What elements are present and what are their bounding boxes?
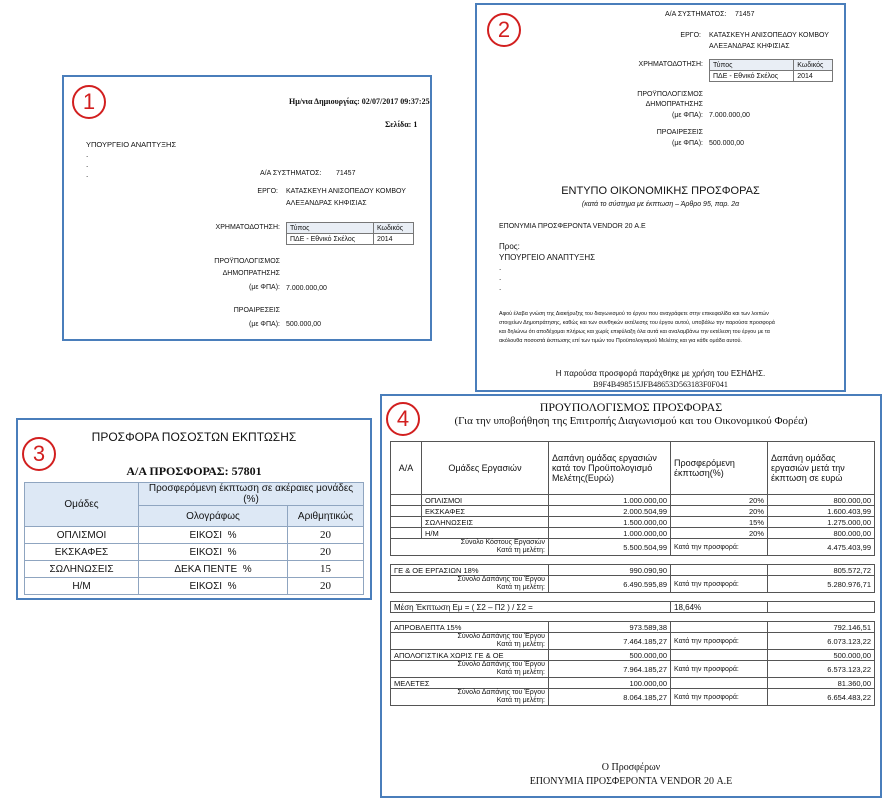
unforeseen-row: [391, 622, 875, 633]
dot-line: .: [86, 160, 89, 169]
project-line: ΑΛΕΞΑΝΔΡΑΣ ΚΗΦΙΣΙΑΣ: [709, 43, 790, 50]
group-name: ΟΠΛΙΣΜΟΙ: [25, 527, 139, 544]
offer-hash: B9F4B498515JFB48653D563183F0F041: [593, 380, 728, 389]
works-total-label: [391, 539, 549, 556]
table-row: [25, 527, 364, 544]
discount-words: [139, 527, 288, 544]
study-cost: 1.000.000,00: [549, 528, 671, 539]
recipient-ministry: ΥΠΟΥΡΓΕΙΟ ΑΝΑΠΤΥΞΗΣ: [499, 253, 596, 262]
unforeseen-study: 973.589,38: [549, 622, 671, 633]
project-total-label: [391, 633, 549, 650]
step-badge-1: 1: [72, 85, 106, 119]
discount-number: 20: [288, 544, 364, 561]
project-total-offer: 6.073.123,22: [768, 633, 875, 650]
percent-sign: %: [227, 546, 237, 558]
offer-label: Κατά την προσφορά:: [671, 689, 768, 706]
project-total-row: [391, 689, 875, 706]
funding-label: ΧΡΗΜΑΤΟΔΟΤΗΣΗ:: [215, 224, 280, 231]
studies-study: 100.000,00: [549, 678, 671, 689]
step-badge-3: 3: [22, 437, 56, 471]
dot-line: .: [499, 273, 502, 282]
funding-code: 2014: [794, 71, 833, 82]
dot-line: .: [86, 170, 89, 179]
cost-after: 1.275.000,00: [768, 517, 875, 528]
discount-number: 20: [288, 578, 364, 595]
study-label: Κατά τη μελέτη:: [496, 697, 545, 704]
options-value: 500.000,00: [286, 321, 322, 328]
group-name: ΕΚΣΚΑΦΕΣ: [422, 506, 549, 517]
recipient-label: Προς:: [499, 242, 520, 251]
table-row: [391, 495, 875, 506]
body-line: ακόλουθα ποσοστά έκπτωσης επί των τιμών του Προϋπολογισμού Μελέτης και για κάθε ομάδα αυτού.: [499, 338, 742, 344]
group-name: ΣΩΛΗΝΩΣΕΙΣ: [422, 517, 549, 528]
document-preview-2: [475, 3, 846, 392]
table-row: [25, 561, 364, 578]
system-value: 71457: [336, 170, 356, 177]
col-cost-after: Δαπάνη ομάδας εργασιών μετά την έκπτωση σε ευρώ: [768, 442, 875, 495]
accounting-study: 500.000,00: [549, 650, 671, 661]
works-total-l1: Σύνολο Κόστους Εργασιών: [460, 539, 545, 546]
funding-table: [709, 59, 833, 82]
offer-label: Κατά την προσφορά:: [671, 661, 768, 678]
budget-label: ΔΗΜΟΠΡΑΤΗΣΗΣ: [222, 270, 280, 277]
funding-type: ΠΔΕ - Εθνικό Σκέλος: [287, 234, 374, 245]
funding-header: Κωδικός: [794, 60, 833, 71]
study-cost: 2.000.504,99: [549, 506, 671, 517]
works-total-row: [391, 539, 875, 556]
project-line: ΚΑΤΑΣΚΕΥΗ ΑΝΙΣΟΠΕΔΟΥ ΚΟΜΒΟΥ: [286, 188, 406, 195]
cost-after: 1.600.403,99: [768, 506, 875, 517]
options-value: 500.000,00: [709, 140, 745, 147]
words-text: ΕΙΚΟΣΙ: [189, 546, 223, 558]
words-text: ΔΕΚΑ ΠΕΝΤΕ: [174, 563, 238, 575]
project-total-label: [391, 576, 549, 593]
study-cost: 1.500.000,00: [549, 517, 671, 528]
unforeseen-label: ΑΠΡΟΒΛΕΠΤΑ 15%: [391, 622, 549, 633]
project-total-l1: Σύνολο Δαπάνης του Έργου: [457, 576, 545, 583]
ge-oe-row: [391, 565, 875, 576]
project-total-row: [391, 576, 875, 593]
created-date: Ημ/νια Δημιουργίας: 02/07/2017 09:37:25: [289, 97, 430, 106]
funding-header: Τύπος: [287, 223, 374, 234]
dot-line: .: [86, 150, 89, 159]
study-label: Κατά τη μελέτη:: [496, 584, 545, 591]
percent-sign: %: [227, 580, 237, 592]
discount: 15%: [671, 517, 768, 528]
studies-row: [391, 678, 875, 689]
esidis-note: Η παρούσα προσφορά παράχθηκε με χρήση του ΕΣΗΔΗΣ.: [555, 369, 766, 378]
works-total-study: 5.500.504,99: [549, 539, 671, 556]
table-row: [25, 578, 364, 595]
project-total-l1: Σύνολο Δαπάνης του Έργου: [457, 633, 545, 640]
discount-offer-panel: [16, 418, 372, 600]
studies-label: ΜΕΛΕΤΕΣ: [391, 678, 549, 689]
project-total-study: 7.464.185,27: [549, 633, 671, 650]
group-name: ΣΩΛΗΝΩΣΕΙΣ: [25, 561, 139, 578]
project-total-row: [391, 661, 875, 678]
budget-table: [390, 441, 875, 706]
study-cost: 1.000.000,00: [549, 495, 671, 506]
project-total-l1: Σύνολο Δαπάνης του Έργου: [457, 661, 545, 668]
discount-words: [139, 544, 288, 561]
signer-name: ΕΠΟΝΥΜΙΑ ΠΡΟΣΦΕΡΟΝΤΑ VENDOR 20 Α.Ε: [529, 776, 733, 787]
col-numeric: Αριθμητικώς: [288, 506, 364, 527]
offer-number: Α/Α ΠΡΟΣΦΟΡΑΣ: 57801: [126, 464, 262, 478]
funding-table: [286, 222, 414, 245]
study-label: Κατά τη μελέτη:: [496, 669, 545, 676]
average-discount-row: [391, 602, 875, 613]
accounting-row: [391, 650, 875, 661]
discount-words: [139, 578, 288, 595]
discount-words: [139, 561, 288, 578]
discount: 20%: [671, 506, 768, 517]
project-total-study: 7.964.185,27: [549, 661, 671, 678]
budget-label: (με ΦΠΑ):: [671, 112, 703, 119]
project-line: ΑΛΕΞΑΝΔΡΑΣ ΚΗΦΙΣΙΑΣ: [286, 200, 367, 207]
offer-label: Κατά την προσφορά:: [671, 633, 768, 650]
percent-sign: %: [242, 563, 252, 575]
study-label: Κατά τη μελέτη:: [496, 641, 545, 648]
body-line: στοιχείων Δημοπράτησης, καθώς και των συνθηκών εκτέλεσης του έργου αυτού, υποβάλω την παρούσα προσφορά: [499, 320, 775, 326]
accounting-offer: 500.000,00: [768, 650, 875, 661]
works-total-offer: 4.475.403,99: [768, 539, 875, 556]
page-number: Σελίδα: 1: [385, 120, 418, 129]
ge-oe-study: 990.090,90: [549, 565, 671, 576]
discount-number: 15: [288, 561, 364, 578]
system-value: 71457: [735, 11, 755, 18]
accounting-label: ΑΠΟΛΟΓΙΣΤΙΚΑ ΧΩΡΙΣ ΓΕ & ΟΕ: [391, 650, 549, 661]
cost-after: 800.000,00: [768, 528, 875, 539]
budget-value: 7.000.000,00: [286, 285, 327, 292]
offer-label: Κατά την προσφορά:: [671, 576, 768, 593]
discount-number: 20: [288, 527, 364, 544]
words-text: ΕΙΚΟΣΙ: [189, 529, 223, 541]
budget-subtitle: (Για την υποβοήθηση της Επιτροπής Διαγωνισμού και του Οικονομικού Φορέα): [454, 415, 808, 427]
funding-header: Κωδικός: [373, 223, 413, 234]
project-label: ΕΡΓΟ:: [257, 188, 278, 195]
project-total-label: [391, 661, 549, 678]
col-offered: Προσφερόμενη έκπτωση σε ακέραιες μονάδες (%): [139, 483, 364, 506]
dot-line: .: [499, 283, 502, 292]
budget-offer-panel: [380, 394, 882, 798]
cost-after: 800.000,00: [768, 495, 875, 506]
group-name: ΕΚΣΚΑΦΕΣ: [25, 544, 139, 561]
signer-role: Ο Προσφέρων: [601, 762, 661, 773]
funding-code: 2014: [373, 234, 413, 245]
budget-label: ΠΡΟΫΠΟΛΟΓΙΣΜΟΣ: [637, 91, 703, 98]
col-groups: Ομάδες Εργασιών: [422, 442, 549, 495]
bidder-name: ΕΠΟΝΥΜΙΑ ΠΡΟΣΦΕΡΟΝΤΑ VENDOR 20 Α.Ε: [499, 223, 646, 230]
form-title: ΕΝΤΥΠΟ ΟΙΚΟΝΟΜΙΚΗΣ ΠΡΟΣΦΟΡΑΣ: [561, 185, 760, 197]
body-line: Αφού έλαβα γνώση της Διακήρυξης του διαγωνισμού το έργου που αναγράφετε στην επικεφαλίδα και των λοιπών: [499, 311, 769, 317]
offer-label: Κατά την προσφορά:: [671, 539, 768, 556]
document-preview-1: [62, 75, 432, 341]
group-name: ΟΠΛΙΣΜΟΙ: [422, 495, 549, 506]
system-label: Α/Α ΣΥΣΤΗΜΑΤΟΣ:: [665, 11, 727, 18]
project-total-offer: 6.654.483,22: [768, 689, 875, 706]
average-discount-value: 18,64%: [671, 602, 768, 613]
budget-value: 7.000.000,00: [709, 112, 750, 119]
table-row: [391, 517, 875, 528]
form-subtitle: (κατά το σύστημα με έκπτωση – Άρθρο 95, παρ. 2α: [581, 201, 740, 208]
options-label: (με ΦΠΑ):: [248, 321, 280, 328]
project-total-study: 8.064.185,27: [549, 689, 671, 706]
table-row: [391, 528, 875, 539]
table-row: [25, 544, 364, 561]
ge-oe-offer: 805.572,72: [768, 565, 875, 576]
percent-sign: %: [227, 529, 237, 541]
col-offered-discount: Προσφερόμενη έκπτωση(%): [671, 442, 768, 495]
dot-line: .: [499, 263, 502, 272]
table-row: [391, 506, 875, 517]
ge-oe-label: ΓΕ & ΟΕ ΕΡΓΑΣΙΩΝ 18%: [391, 565, 549, 576]
budget-label: (με ΦΠΑ):: [248, 284, 280, 291]
average-discount-label: Μέση Έκπτωση Εμ = ( Σ2 – Π2 ) / Σ2 =: [391, 602, 671, 613]
discount-table: [24, 482, 364, 595]
budget-title: ΠΡΟΥΠΟΛΟΓΙΣΜΟΣ ΠΡΟΣΦΟΡΑΣ: [539, 400, 723, 414]
project-total-offer: 5.280.976,71: [768, 576, 875, 593]
budget-label: ΔΗΜΟΠΡΑΤΗΣΗΣ: [645, 101, 703, 108]
col-groups: Ομάδες: [25, 483, 139, 527]
system-label: Α/Α ΣΥΣΤΗΜΑΤΟΣ:: [260, 170, 322, 177]
project-total-study: 6.490.595,89: [549, 576, 671, 593]
step-badge-2: 2: [487, 13, 521, 47]
col-study-cost: Δαπάνη ομάδας εργασιών κατά τον Προϋπολογισμό Μελέτης(Ευρώ): [549, 442, 671, 495]
ministry-name: ΥΠΟΥΡΓΕΙΟ ΑΝΑΠΤΥΞΗΣ: [86, 140, 177, 149]
funding-header: Τύπος: [710, 60, 794, 71]
budget-label: ΠΡΟΫΠΟΛΟΓΙΣΜΟΣ: [214, 258, 280, 265]
funding-type: ΠΔΕ - Εθνικό Σκέλος: [710, 71, 794, 82]
options-label: (με ΦΠΑ):: [671, 140, 703, 147]
project-total-offer: 6.573.123,22: [768, 661, 875, 678]
project-total-row: [391, 633, 875, 650]
studies-offer: 81.360,00: [768, 678, 875, 689]
unforeseen-offer: 792.146,51: [768, 622, 875, 633]
step-badge-4: 4: [386, 402, 420, 436]
words-text: ΕΙΚΟΣΙ: [189, 580, 223, 592]
funding-label: ΧΡΗΜΑΤΟΔΟΤΗΣΗ:: [638, 61, 703, 68]
project-line: ΚΑΤΑΣΚΕΥΗ ΑΝΙΣΟΠΕΔΟΥ ΚΟΜΒΟΥ: [709, 32, 829, 39]
group-name: Η/Μ: [25, 578, 139, 595]
body-line: και δηλώνω ότι αποδέχομαι πλήρως και χωρίς επιφύλαξη όλα αυτά και αναλαμβάνω την εκτέλεση του έργου με τα: [499, 329, 770, 335]
project-label: ΕΡΓΟ:: [680, 32, 701, 39]
group-name: Η/Μ: [422, 528, 549, 539]
discount: 20%: [671, 528, 768, 539]
study-label: Κατά τη μελέτη:: [496, 547, 545, 554]
discount: 20%: [671, 495, 768, 506]
discount-title: ΠΡΟΣΦΟΡΑ ΠΟΣΟΣΤΩΝ ΕΚΠΤΩΣΗΣ: [91, 430, 297, 444]
project-total-l1: Σύνολο Δαπάνης του Έργου: [457, 689, 545, 696]
options-label: ΠΡΟΑΙΡΕΣΕΙΣ: [656, 129, 703, 136]
project-total-label: [391, 689, 549, 706]
col-aa: Α/Α: [391, 442, 422, 495]
col-words: Ολογράφως: [139, 506, 288, 527]
options-label: ΠΡΟΑΙΡΕΣΕΙΣ: [233, 307, 280, 314]
